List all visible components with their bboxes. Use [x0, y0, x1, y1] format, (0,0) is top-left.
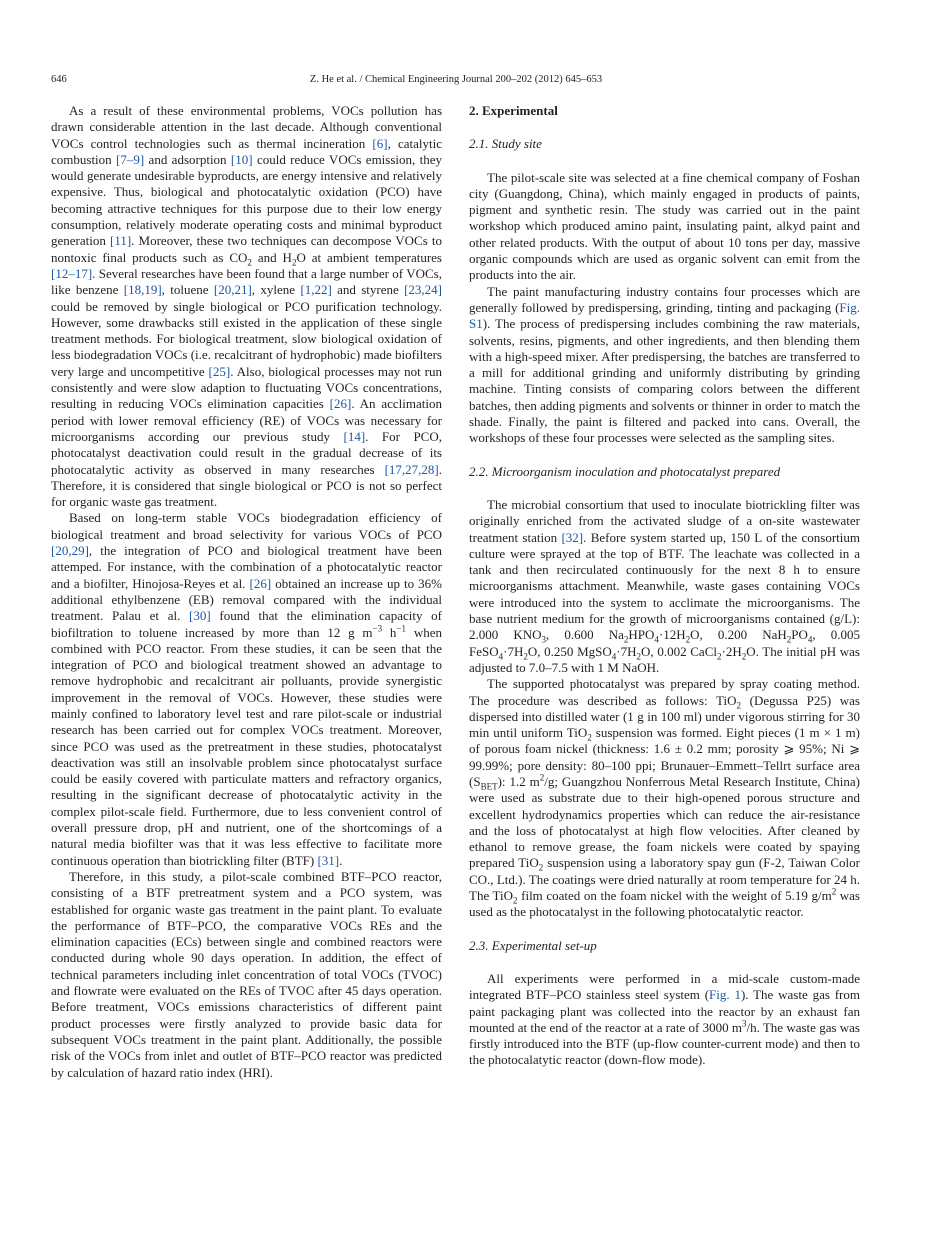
paragraph: The pilot-scale site was selected at a fine chemical company of Foshan city (Guangdong, China), which mainly engaged in products of paints, pigment and synthetic resin. The study was carried out in the paint workshop which produced amino paint, insulating paint, alkyd paint and other related products. With the output of about 10 tons per day, massive organic compounds which are used as organic solvent can emit from the products into the air. [469, 169, 860, 283]
paragraph: As a result of these environmental problems, VOCs pollution has drawn considerable attention in the last decade. Although conventional VOCs control technologies such as thermal incineration [6], catalytic combustion [7–9] and adsorption [10] could reduce VOCs emission, they would generate undesirable byproducts, are energy intensive and relatively expensive. Thus, biological and photocatalytic oxidation (PCO) have becoming attractive techniques for this purpose due to their low energy consumption, relatively moderate operating costs and minimal byproduct generation [11]. Moreover, these two techniques can decompose VOCs to nontoxic final products such as $CO_2$ and $H_2O$ at ambient temperatures [12–17]. Several researches have been found that a large number of VOCs, like benzene [18,19], toluene [20,21], xylene [1,22] and styrene [23,24] could be removed by single biological or PCO purification technology. However, some drawbacks still existed in the application of these single treatment methods. For biological treatment, slow biological oxidation of less biodegradation VOCs (i.e. recalcitrant of hydrophobic) made biofilters very large and uncompetitive [25]. Also, biological processes may not run consistently and were slow adaption to fluctuating VOCs concentrations, resulting in reducing VOCs elimination capacities [26]. An acclimation period with lower removal efficiency (RE) of VOCs was necessary for microorganisms according our previous study [14]. For PCO, photocatalyst deactivation could result in the gradual decrease of its photocatalytic activity as observed in many researches [17,27,28]. Therefore, it is considered that single biological or PCO is not so perfect for organic waste gas treatment. [51, 103, 443, 510]
paragraph: The microbial consortium that used to inoculate biotrickling filter was originally enriched from the activated sludge of a on-site wastewater treatment station [32]. Before system started up, 150 L of the consortium culture were sprayed at the top of BTF. The leachate was collected in a tank and then recirculated continuously for the next 8 h to ensure microorganisms attachment. Meanwhile, waste gases containing VOCs were introduced into the system to acclimate the microorganisms. The base nutrient medium for the growth of microorganisms contained (g/L): 2.000 $KNO_3$, 0.600 $Na_2HPO_4\cdot 12H_2O$, 0.200 $NaH_2PO_4$, 0.005 $FeSO_4\cdot 7H_2O$, 0.250 $MgSO_4\cdot 7H_2O$, 0.002 $CaCl_2\cdot 2H_2O$. The initial pH was adjusted to 7.0–7.5 with 1 M NaOH. [469, 496, 861, 675]
page-number: 646 [51, 74, 67, 85]
paragraph: The paint manufacturing industry contains four processes which are generally followed by predispersing, grinding, tinting and packaging (Fig. S1). The process of predispersing includes combining the raw materials, solvents, resins, pigments, and other ingredients, and then blending them with a high-speed mixer. After predispersing, the batches are transferred to a mill for additional grinding and uniformly distributing by grinding machine. Tinting consists of comparing colors between the different batches, then adding pigments and solvents or thinner in order to match the shade. Finally, the paint is filtered and packed into cans. Overall, the workshops of these four processes were selected as the sampling sites. [469, 283, 860, 446]
paragraph: Therefore, in this study, a pilot-scale combined BTF–PCO reactor, consisting of a BTF pretreatment system and a PCO system, was established for organic waste gas treatment in the paint plant. To evaluate the performance of BTF–PCO, the comparative VOCs REs and the elimination capacities (ECs) between single and combined reactors were conducted during whole 90 days operation. In addition, the effect of technical parameters including inlet concentration of total VOCs (TVOC) and flowrate were evaluated on the REs of TVOC after 45 days operation. Before treatment, VOCs emissions characteristics of different paint product processes were firstly analyzed to provide basic data for subsequent VOCs treatment in the paint plant. Additionally, the possible risk of the VOCs from inlet and outlet of BTF–PCO reactor was predicted by calculation of hazard ratio index (HRI). [51, 868, 442, 1080]
paragraph: The supported photocatalyst was prepared by spray coating method. The procedure was described as follows: TiO$_2$ (Degussa P25) was dispersed into distilled water (1 g in 100 ml) under vigorous stirring for 30 min until uniform TiO$_2$ suspension was formed. Eight pieces (1 m × 1 m) of porous foam nickel (thickness: 1.6 ± 0.2 mm; porosity ⩾ 95%; Ni ⩾ 99.99%; pore density: 80–100 ppi; Brunauer–Emmett–Tellrt surface area $(S_{BET})$: 1.2 $m^2/g$; Guangzhou Nonferrous Metal Research Institute, China) were used as substrate due to their high-opened porous structure and excellent hydrodynamics properties which can reduce the air-resistance and the loss of photocatalyst at high flow velocities. After cleaned by ethanol to remove grease, the foam nickels were coated by spaying prepared TiO$_2$ suspension using a laboratory spay gun (F-2, Taiwan Color CO., Ltd.). The coatings were dried naturally at room temperature for 24 h. The TiO$_2$ film coated on the foam nickel with the weight of 5.19 $g/m^2$ was used as the photocatalyst in the following photocatalytic reactor. [469, 676, 861, 920]
paragraph: All experiments were performed in a mid-scale custom-made integrated BTF–PCO stainless steel system (Fig. 1). The waste gas from paint packaging plant was collected into the reactor by an exhaust fan mounted at the end of the reactor at a rate of 3000 $m^3/h$. The waste gas was firstly introduced into the BTF (up-flow counter-current mode) and then to the photocalatytic reactor (down-flow mode). [469, 970, 860, 1068]
subsection-heading: 2.2. Microorganism inoculation and photocatalyst prepared [469, 463, 781, 479]
section-heading: 2. Experimental [469, 103, 558, 118]
left-column [51, 103, 442, 1081]
paragraph: Based on long-term stable VOCs biodegradation efficiency of biological treatment and broad selectivity for various VOCs of PCO [20,29], the integration of PCO and biological treatment have been attemped. For instance, with the combination of a photocatalytic reactor and a biofilter, Hinojosa-Reyes et al. [26] obtained an increase up to 36% additional ethylbenzene (EB) removal compared with the individual treatment. Palau et al. [30] found that the elimination capacity of biofiltration to toluene increased by more than 12 g $m^{-3}$ $h^{-1}$ when combined with PCO reactor. From these studies, it can be seen that the integration of PCO and biological treatment showed an advantage to remove hydrophobic and recalcitrant air polluants, provide synergistic improvement in the removal of VOCs. However, these studies were mainly confined to laboratory level test and rare pilot-scale or industrial research has been carried out for complex VOCs treatment. Moreover, since PCO was used as the pretreatment in these studies, photocatalyst deactivation was still an insolvable problem since photocatalyst surface could be easily covered with particulate matters and refractory organics, resulting in the significant decrease of photocatalytic activity in the complex pilot-scale field. Furthermore, due to less convenient control of overall pressure drop, pH and nutrient, one of the shortcomings of a natural media biofilter was that it was less effective to facilitate more continuous operation than biotrickling filter (BTF) [31]. [51, 510, 442, 868]
subsection-heading: 2.1. Study site [469, 136, 542, 152]
subsection-heading: 2.3. Experimental set-up [469, 937, 597, 953]
right-column [469, 103, 860, 1069]
journal-citation: Z. He et al. / Chemical Engineering Journal 200–202 (2012) 645–653 [309, 74, 603, 85]
